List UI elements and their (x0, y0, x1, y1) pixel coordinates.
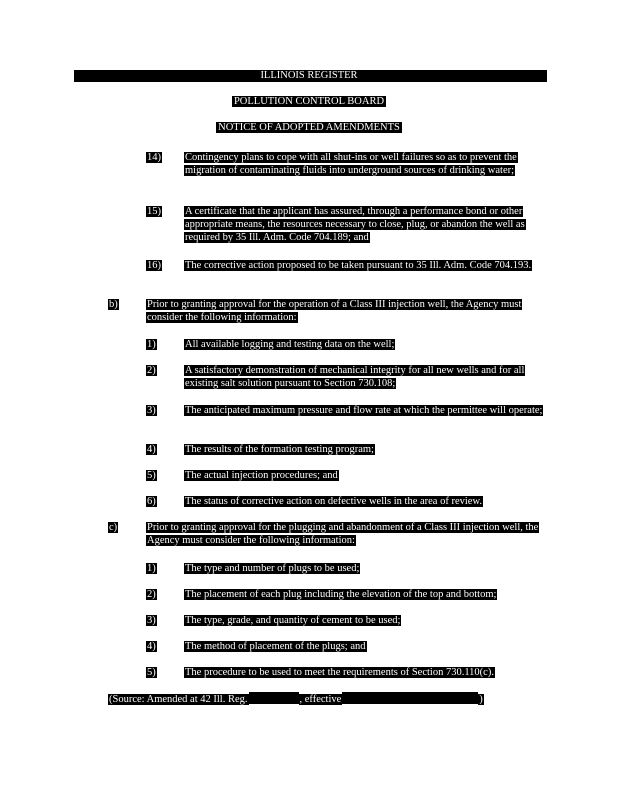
source-note: (Source: Amended at 42 Ill. Reg. , effective ) (109, 694, 483, 705)
board-name: POLLUTION CONTROL BOARD (233, 96, 385, 107)
item-text: The procedure to be used to meet the requirements of Section 730.110(c). (185, 667, 494, 678)
item-text: Contingency plans to cope with all shut-ins or well failures so as to prevent the migration of contaminating fluids into underground sources of drinking water; (185, 152, 517, 176)
item-number: 16) (147, 260, 161, 271)
register-title: ILLINOIS REGISTER (260, 70, 358, 81)
item-number: 5) (147, 667, 156, 678)
redaction-block (342, 692, 478, 704)
item-text: The status of corrective action on defective wells in the area of review. (185, 496, 482, 507)
item-number: 1) (147, 339, 156, 350)
item-text: The type, grade, and quantity of cement to be used; (185, 615, 401, 626)
item-text: All available logging and testing data on the well; (185, 339, 395, 350)
item-text: The actual injection procedures; and (185, 470, 338, 481)
item-number: 4) (147, 641, 156, 652)
item-number: 14) (147, 152, 161, 163)
subsection-letter: c) (109, 522, 118, 533)
item-text: The anticipated maximum pressure and flow rate at which the permittee will operate; (185, 405, 543, 416)
item-number: 5) (147, 470, 156, 481)
item-number: 3) (147, 405, 156, 416)
item-text: The results of the formation testing program; (185, 444, 374, 455)
item-text: A satisfactory demonstration of mechanical integrity for all new wells and for all existing salt solution pursuant to Section 730.108; (185, 365, 525, 389)
item-number: 1) (147, 563, 156, 574)
notice-title: NOTICE OF ADOPTED AMENDMENTS (218, 122, 400, 133)
item-text: A certificate that the applicant has assured, through a performance bond or other appropriate means, the resources necessary to close, plug, or abandon the well as required by 35 Ill. Adm. Code 704.189; and (185, 206, 525, 243)
item-text: The method of placement of the plugs; and (185, 641, 366, 652)
subsection-letter: b) (109, 299, 118, 310)
item-number: 4) (147, 444, 156, 455)
item-number: 6) (147, 496, 156, 507)
item-text: The corrective action proposed to be taken pursuant to 35 Ill. Adm. Code 704.193. (185, 260, 532, 271)
subsection-text: Prior to granting approval for the operation of a Class III injection well, the Agency must consider the following information: (147, 299, 522, 323)
item-text: The placement of each plug including the elevation of the top and bottom; (185, 589, 497, 600)
redaction-block (249, 692, 299, 704)
item-number: 15) (147, 206, 161, 217)
item-number: 3) (147, 615, 156, 626)
item-number: 2) (147, 589, 156, 600)
item-text: The type and number of plugs to be used; (185, 563, 360, 574)
item-number: 2) (147, 365, 156, 376)
subsection-text: Prior to granting approval for the plugging and abandonment of a Class III injection well, the Agency must consider the following information: (147, 522, 539, 546)
